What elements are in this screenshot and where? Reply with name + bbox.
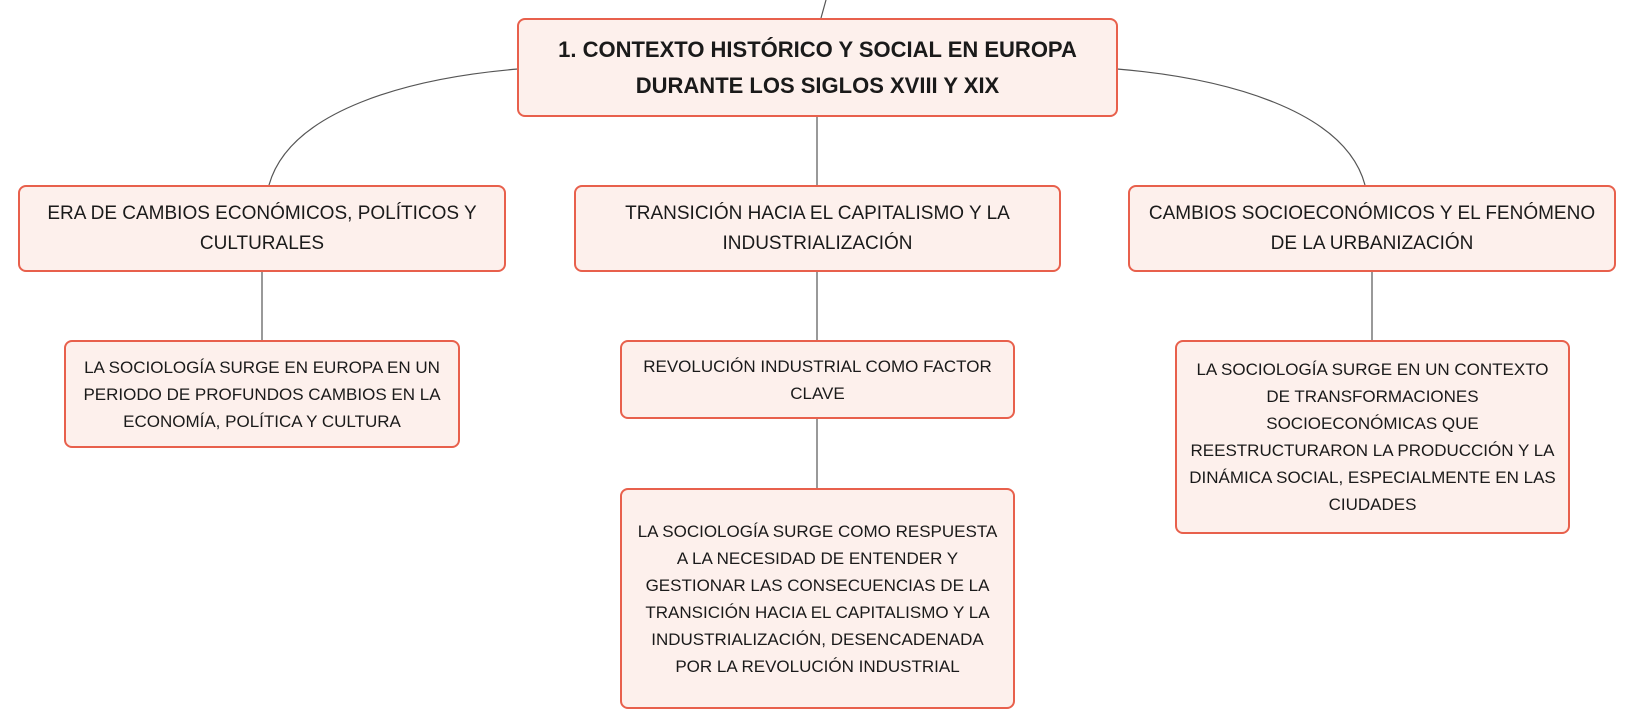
branch-label: TRANSICIÓN HACIA EL CAPITALISMO Y LA INDUSTRIALIZACIÓN — [625, 202, 1010, 254]
leaf-label: REVOLUCIÓN INDUSTRIAL COMO FACTOR CLAVE — [643, 356, 992, 403]
branch-node-transicion-capitalismo[interactable] — [574, 185, 1061, 272]
leaf-node-sociologia-respuesta[interactable] — [620, 488, 1015, 709]
leaf-label: LA SOCIOLOGÍA SURGE EN EUROPA EN UN PERIODO DE PROFUNDOS CAMBIOS EN LA ECONOMÍA, POLÍTICA Y CULTURA — [83, 357, 441, 431]
connector-root-to-branch-left — [269, 69, 518, 185]
leaf-node-sociologia-europa[interactable] — [64, 340, 460, 448]
branch-label: ERA DE CAMBIOS ECONÓMICOS, POLÍTICOS Y CULTURALES — [47, 202, 477, 254]
branch-label: CAMBIOS SOCIOECONÓMICOS Y EL FENÓMENO DE LA URBANIZACIÓN — [1148, 202, 1596, 254]
root-topic-node[interactable] — [517, 18, 1118, 117]
branch-node-cambios-socioeconomicos[interactable] — [1128, 185, 1616, 272]
root-topic-label: 1. CONTEXTO HISTÓRICO Y SOCIAL EN EUROPA DURANTE LOS SIGLOS XVIII Y XIX — [558, 36, 1077, 98]
leaf-node-revolucion-industrial[interactable] — [620, 340, 1015, 419]
leaf-label: LA SOCIOLOGÍA SURGE EN UN CONTEXTO DE TRANSFORMACIONES SOCIOECONÓMICAS QUE REESTRUCTURARON LA PRODUCCIÓN Y LA DINÁMICA SOCIAL, ESPECIALMENTE EN LAS CIUDADES — [1189, 360, 1556, 514]
leaf-label: LA SOCIOLOGÍA SURGE COMO RESPUESTA A LA NECESIDAD DE ENTENDER Y GESTIONAR LAS CONSECUENCIAS DE LA TRANSICIÓN HACIA EL CAPITALISMO Y LA INDUSTRIALIZACIÓN, DESENCADENADA POR LA REVOLUCIÓN INDUSTRIAL — [637, 521, 998, 676]
connector-root-to-branch-right — [1117, 69, 1365, 185]
branch-node-cambios-economicos[interactable] — [18, 185, 506, 272]
leaf-node-sociologia-transformaciones[interactable] — [1175, 340, 1570, 534]
connector-parent-to-root — [821, 0, 826, 18]
